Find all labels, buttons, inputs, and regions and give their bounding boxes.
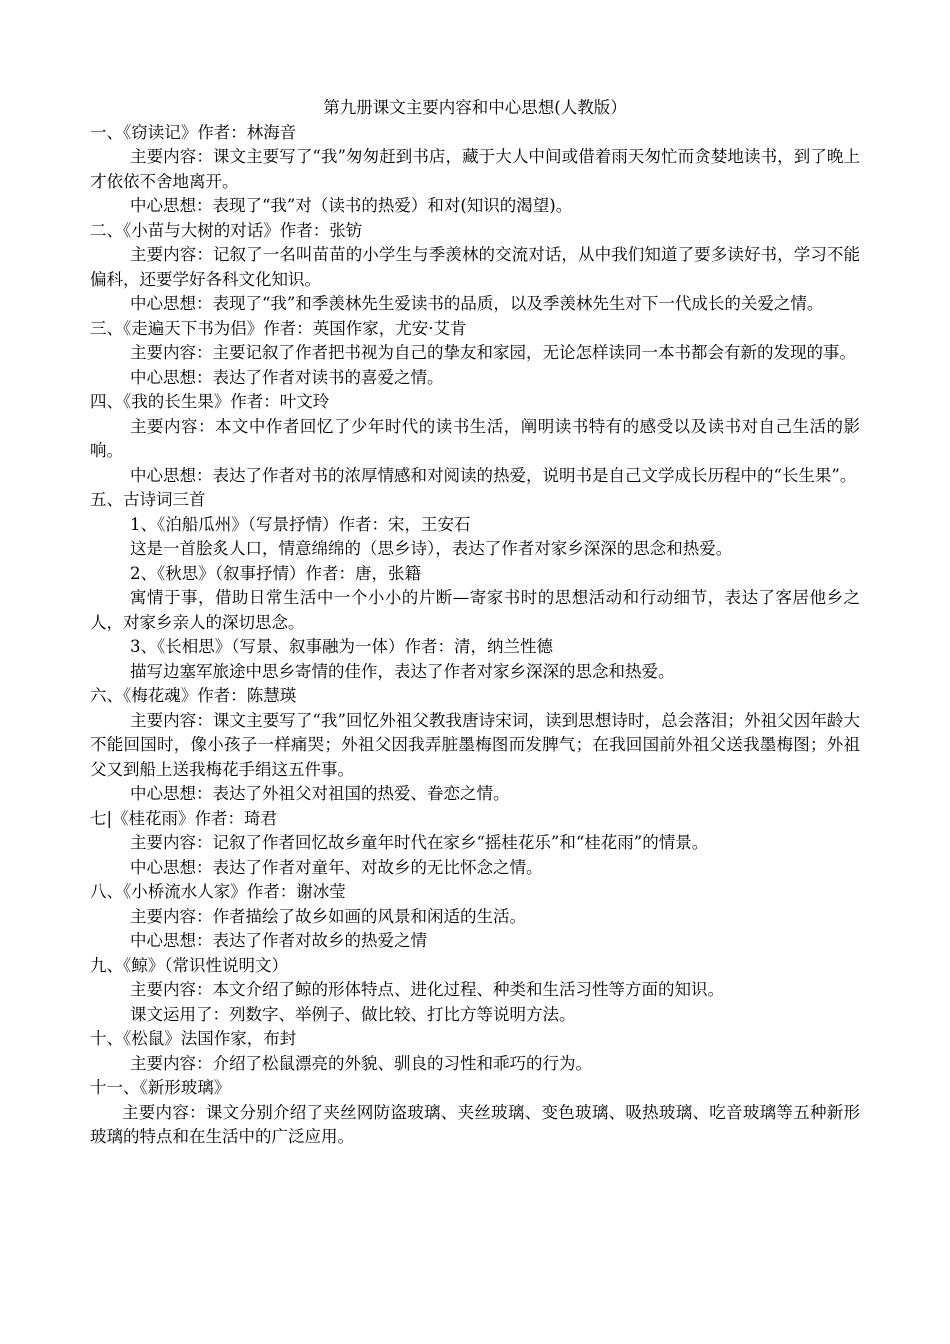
explanation-methods-paragraph: 课文运用了：列数字、举例子、做比较、打比方等说明方法。 — [130, 1004, 576, 1024]
central-idea-paragraph: 中心思想：表达了外祖父对祖国的热爱、眷恋之情。 — [130, 784, 510, 803]
central-idea-paragraph: 中心思想：表达了作者对书的浓厚情感和对阅读的热爱，说明书是自己文学成长历程中的“长生果”。 — [130, 465, 857, 485]
section-10 — [90, 1027, 860, 1076]
section-5 — [90, 488, 860, 684]
section-heading: 五、古诗词三首 — [90, 490, 206, 509]
document-page — [90, 96, 860, 1150]
central-idea-paragraph: 中心思想：表达了作者对童年、对故乡的无比怀念之情。 — [130, 857, 543, 877]
main-content-paragraph: 主要内容：课文主要写了“我”匆匆赶到书店，藏于大人中间或借着雨天匆忙而贪婪地读书，到了晚上才依依不舍地离开。 — [90, 147, 860, 191]
main-content-paragraph: 主要内容：本文中作者回忆了少年时代的读书生活，阐明读书特有的感受以及读书对自己生活的影响。 — [90, 416, 860, 460]
section-2 — [90, 219, 860, 317]
section-heading: 一、《窃读记》作者：林海音 — [90, 122, 297, 142]
central-idea-paragraph: 中心思想：表现了“我”对（读书的热爱）和对(知识的渴望)。 — [130, 196, 573, 215]
main-content-paragraph: 主要内容：作者描绘了故乡如画的风景和闲适的生活。 — [130, 906, 526, 926]
central-idea-paragraph: 中心思想：表达了作者对读书的喜爱之情。 — [130, 367, 444, 387]
section-6 — [90, 684, 860, 807]
poem-title: 2、《秋思》（叙事抒情）作者：唐，张籍 — [130, 563, 421, 583]
section-9 — [90, 954, 860, 1028]
document-title: 第九册课文主要内容和中心思想(人教版） — [323, 98, 627, 117]
poem-summary: 这是一首脍炙人口，情意绵绵的（思乡诗），表达了作者对家乡深深的思念和热爱。 — [130, 539, 733, 558]
section-heading: 十一、《新形玻璃》 — [90, 1078, 231, 1097]
section-heading: 八、《小桥流水人家》作者：谢冰莹 — [90, 882, 346, 901]
section-4 — [90, 390, 860, 488]
main-content-paragraph: 主要内容：本文介绍了鲸的形体特点、进化过程、种类和生活习性等方面的知识。 — [130, 980, 724, 999]
central-idea-paragraph: 中心思想：表现了“我”和季羡林先生爱读书的品质，以及季羡林先生对下一代成长的关爱之情。 — [130, 294, 824, 313]
section-7 — [90, 807, 860, 881]
section-heading: 二、《小苗与大树的对话》作者：张钫 — [90, 220, 363, 240]
section-11 — [90, 1076, 860, 1150]
section-heading: 十、《松鼠》法国作家，布封 — [90, 1029, 297, 1048]
section-heading: 四、《我的长生果》作者：叶文玲 — [90, 392, 330, 411]
poem-title: 1、《泊船瓜州》（写景抒情）作者：宋，王安石 — [130, 514, 471, 534]
section-heading: 七|《桂花雨》作者：琦君 — [90, 808, 278, 828]
section-heading: 六、《梅花魂》作者：陈慧瑛 — [90, 686, 297, 705]
poem-title: 3、《长相思》（写景、叙事融为一体）作者：清，纳兰性德 — [130, 637, 553, 656]
main-content-paragraph: 主要内容：课文分别介绍了夹丝网防盗玻璃、夹丝玻璃、变色玻璃、吸热玻璃、吃音玻璃等五种新形玻璃的特点和在生活中的广泛应用。 — [90, 1102, 860, 1146]
section-heading: 三、《走遍天下书为侣》作者：英国作家，尤安·艾肯 — [90, 318, 467, 338]
main-content-paragraph: 主要内容：介绍了松鼠漂亮的外貌、驯良的习性和乖巧的行为。 — [130, 1053, 592, 1073]
section-heading: 九、《鲸》（常识性说明文） — [90, 955, 288, 975]
main-content-paragraph: 主要内容：主要记叙了作者把书视为自己的挚友和家园，无论怎样读同一本书都会有新的发现的事。 — [130, 343, 856, 362]
main-content-paragraph: 主要内容：记叙了作者回忆故乡童年时代在家乡“摇桂花乐”和“桂花雨”的情景。 — [130, 833, 709, 852]
poem-summary: 寓情于事，借助日常生活中一个小小的片断—寄家书时的思想活动和行动细节，表达了客居他乡之人，对家乡亲人的深切思念。 — [90, 588, 860, 632]
section-1 — [90, 121, 860, 219]
section-8 — [90, 880, 860, 954]
section-3 — [90, 317, 860, 391]
main-content-paragraph: 主要内容：记叙了一名叫苗苗的小学生与季羡林的交流对话，从中我们知道了要多读好书，学习不能偏科，还要学好各科文化知识。 — [90, 245, 860, 289]
poem-summary: 描写边塞军旅途中思乡寄情的佳作，表达了作者对家乡深深的思念和热爱。 — [130, 661, 675, 681]
main-content-paragraph: 主要内容：课文主要写了“我”回忆外祖父教我唐诗宋词，读到思想诗时，总会落泪；外祖父因年龄大不能回国时，像小孩子一样痛哭；外祖父因我弄脏墨梅图而发脾气；在我回国前外祖父送我墨梅图；外祖父又到船上送我梅花手绢这五件事。 — [90, 710, 860, 779]
central-idea-paragraph: 中心思想：表达了作者对故乡的热爱之情 — [130, 931, 427, 950]
